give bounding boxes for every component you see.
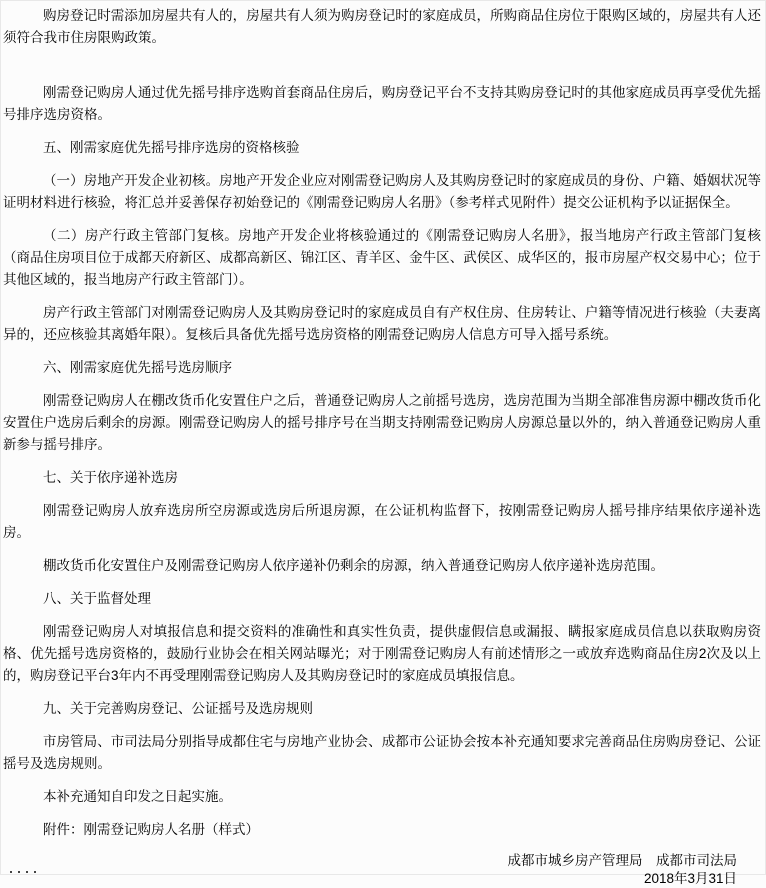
signature-block [3, 852, 761, 888]
heading-section-five: 五、刚需家庭优先摇号排序选房的资格核验 [43, 140, 300, 155]
paragraph-first-home-restriction: 刚需登记购房人通过优先摇号排序选购首套商品住房后，购房登记平台不支持其购房登记时的其他家庭成员再享受优先摇号排序选房资格。 [3, 85, 761, 122]
paragraph-co-owner-policy: 购房登记时需添加房屋共有人的，房屋共有人须为购房登记时的家庭成员，所购商品住房位于限购区域的，房屋共有人还须符合我市住房限购政策。 [3, 8, 761, 45]
signature-date: 2018年3月31日 [643, 871, 737, 886]
paragraph-authority-recheck: （二）房产行政主管部门复核。房地产开发企业将核验通过的《刚需登记购房人名册》，报当地房产行政主管部门复核（商品住房项目位于成都天府新区、成都高新区、锦江区、青羊区、金牛区、武侯区、成华区的，报市房屋产权交易中心；位于其他区域的，报当地房产行政主管部门）。 [3, 228, 761, 287]
paragraph-sequential-supplement: 刚需登记购房人放弃选房所空房源或选房后所退房源，在公证机构监督下，按刚需登记购房人摇号排序结果依序递补选房。 [3, 503, 761, 540]
paragraph-attachment: 附件：刚需登记购房人名册（样式） [43, 822, 259, 837]
paragraph-effective-date: 本补充通知自印发之日起实施。 [43, 789, 232, 804]
signature-agencies: 成都市城乡房产管理局 成都市司法局 [507, 853, 737, 868]
paragraph-authority-verification: 房产行政主管部门对刚需登记购房人及其购房登记时的家庭成员自有产权住房、住房转让、户籍等情况进行核验（夫妻离异的，还应核验其离婚年限）。复核后具备优先摇号选房资格的刚需登记购房人信息方可导入摇号系统。 [3, 305, 761, 342]
clipped-next-line-marks [10, 871, 36, 873]
paragraph-lottery-order: 刚需登记购房人在棚改货币化安置住户之后，普通登记购房人之前摇号选房，选房范围为当期全部准售房源中棚改货币化安置住户选房后剩余的房源。刚需登记购房人的摇号排序号在当期支持刚需登记购房人房源总量以外的，纳入普通登记购房人重新参与摇号排序。 [3, 393, 761, 452]
heading-section-seven: 七、关于依序递补选房 [43, 470, 178, 485]
paragraph-rule-improvement: 市房管局、市司法局分别指导成都住宅与房地产业协会、成都市公证协会按本补充通知要求完善商品住房购房登记、公证摇号及选房规则。 [3, 734, 761, 771]
paragraph-remaining-housing: 棚改货币化安置住户及刚需登记购房人依序递补仍剩余的房源，纳入普通登记购房人依序递补选房范围。 [43, 558, 664, 573]
heading-section-eight: 八、关于监督处理 [43, 591, 151, 606]
paragraph-supervision-penalty: 刚需登记购房人对填报信息和提交资料的准确性和真实性负责，提供虚假信息或漏报、瞒报家庭成员信息以获取购房资格、优先摇号选房资格的，鼓励行业协会在相关网站曝光；对于刚需登记购房人有前述情形之一或放弃选购商品住房2次及以上的，购房登记平台3年内不再受理刚需登记购房人及其购房登记时的家庭成员填报信息。 [3, 624, 761, 683]
heading-section-nine: 九、关于完善购房登记、公证摇号及选房规则 [43, 701, 313, 716]
paragraph-developer-initial-check: （一）房地产开发企业初核。房地产开发企业应对刚需登记购房人及其购房登记时的家庭成员的身份、户籍、婚姻状况等证明材料进行核验，将汇总并妥善保存初始登记的《刚需登记购房人名册》（参考样式见附件）提交公证机构予以证据保全。 [3, 173, 761, 210]
heading-section-six: 六、刚需家庭优先摇号选房顺序 [43, 360, 232, 375]
